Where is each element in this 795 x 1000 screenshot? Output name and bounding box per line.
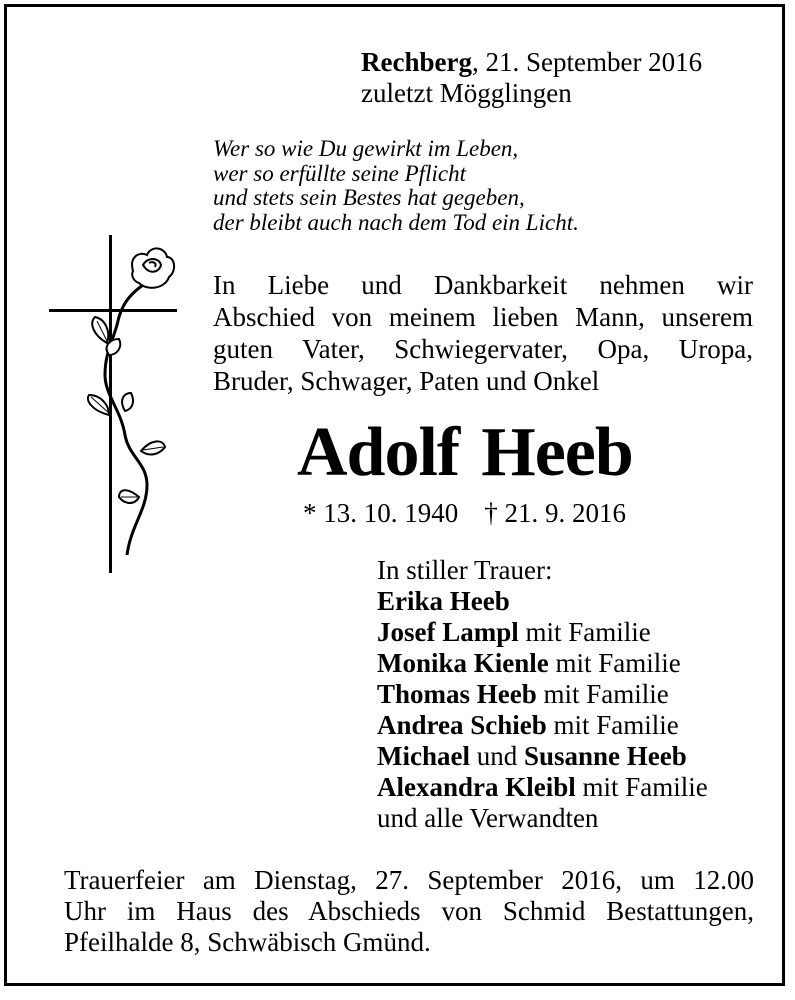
mourner-conjunction: und xyxy=(469,741,524,771)
intro-text xyxy=(213,269,753,397)
mourner-entry xyxy=(377,710,708,741)
mourners-heading: In stiller Trauer: xyxy=(377,555,553,585)
mourner-suffix: mit Familie xyxy=(548,648,681,678)
poem xyxy=(213,137,579,235)
mourner-name: Michael xyxy=(377,741,470,771)
deceased-name xyxy=(297,413,633,493)
mourner-suffix: mit Familie xyxy=(546,710,679,740)
death-date: † 21. 9. 2016 xyxy=(484,498,626,528)
funeral-info xyxy=(64,865,754,958)
poem-line: Wer so wie Du gewirkt im Leben, xyxy=(213,136,519,161)
funeral-line: Pfeilhalde 8, Schwäbisch Gmünd. xyxy=(64,927,431,957)
mourner-suffix: mit Familie xyxy=(575,772,708,802)
mourner-name: Thomas Heeb xyxy=(377,679,537,709)
birth-date: * 13. 10. 1940 xyxy=(303,498,459,528)
mourner-name: Alexandra Kleibl xyxy=(377,772,576,802)
mourner-name: Erika Heeb xyxy=(377,586,510,616)
mourner-suffix: mit Familie xyxy=(536,679,669,709)
mourner-name: Susanne Heeb xyxy=(523,741,687,771)
funeral-line: Uhr im Haus des Abschieds von Schmid Bestattungen, xyxy=(64,896,754,926)
mourner-entry xyxy=(377,772,708,803)
life-dates xyxy=(303,497,626,529)
notice-date: , 21. September 2016 xyxy=(471,47,703,77)
mourners-closing: und alle Verwandten xyxy=(377,803,599,833)
intro-line: Bruder, Schwager, Paten und Onkel xyxy=(213,366,600,396)
mourner-entry xyxy=(377,586,708,617)
mourner-entry xyxy=(377,741,708,772)
mourners-list xyxy=(377,555,708,834)
poem-line: wer so erfüllte seine Pflicht xyxy=(213,160,466,186)
place-name: Rechberg xyxy=(361,47,472,77)
last-name: Heeb xyxy=(481,414,633,491)
mourner-name: Monika Kienle xyxy=(377,648,549,678)
first-name: Adolf xyxy=(297,414,460,491)
poem-line: und stets sein Bestes hat gegeben, xyxy=(213,185,525,210)
mourner-name: Josef Lampl xyxy=(377,617,519,647)
mourner-entry xyxy=(377,617,708,648)
mourner-name: Andrea Schieb xyxy=(377,710,547,740)
intro-line: guten Vater, Schwiegervater, Opa, Uropa, xyxy=(213,334,753,364)
last-residence: zuletzt Mögglingen xyxy=(361,78,572,108)
funeral-line: Trauerfeier am Dienstag, 27. September 2016, um 12.00 xyxy=(64,865,754,895)
mourner-entry xyxy=(377,648,708,679)
mourner-entry xyxy=(377,679,708,710)
poem-line: der bleibt auch nach dem Tod ein Licht. xyxy=(213,209,579,235)
mourner-suffix: mit Familie xyxy=(518,617,651,647)
intro-line: Abschied von meinem lieben Mann, unserem xyxy=(213,302,753,332)
header-place-date xyxy=(361,47,702,109)
intro-line: In Liebe und Dankbarkeit nehmen wir xyxy=(213,270,753,300)
cross-with-rose-icon xyxy=(47,235,187,580)
obituary-notice xyxy=(4,4,785,986)
